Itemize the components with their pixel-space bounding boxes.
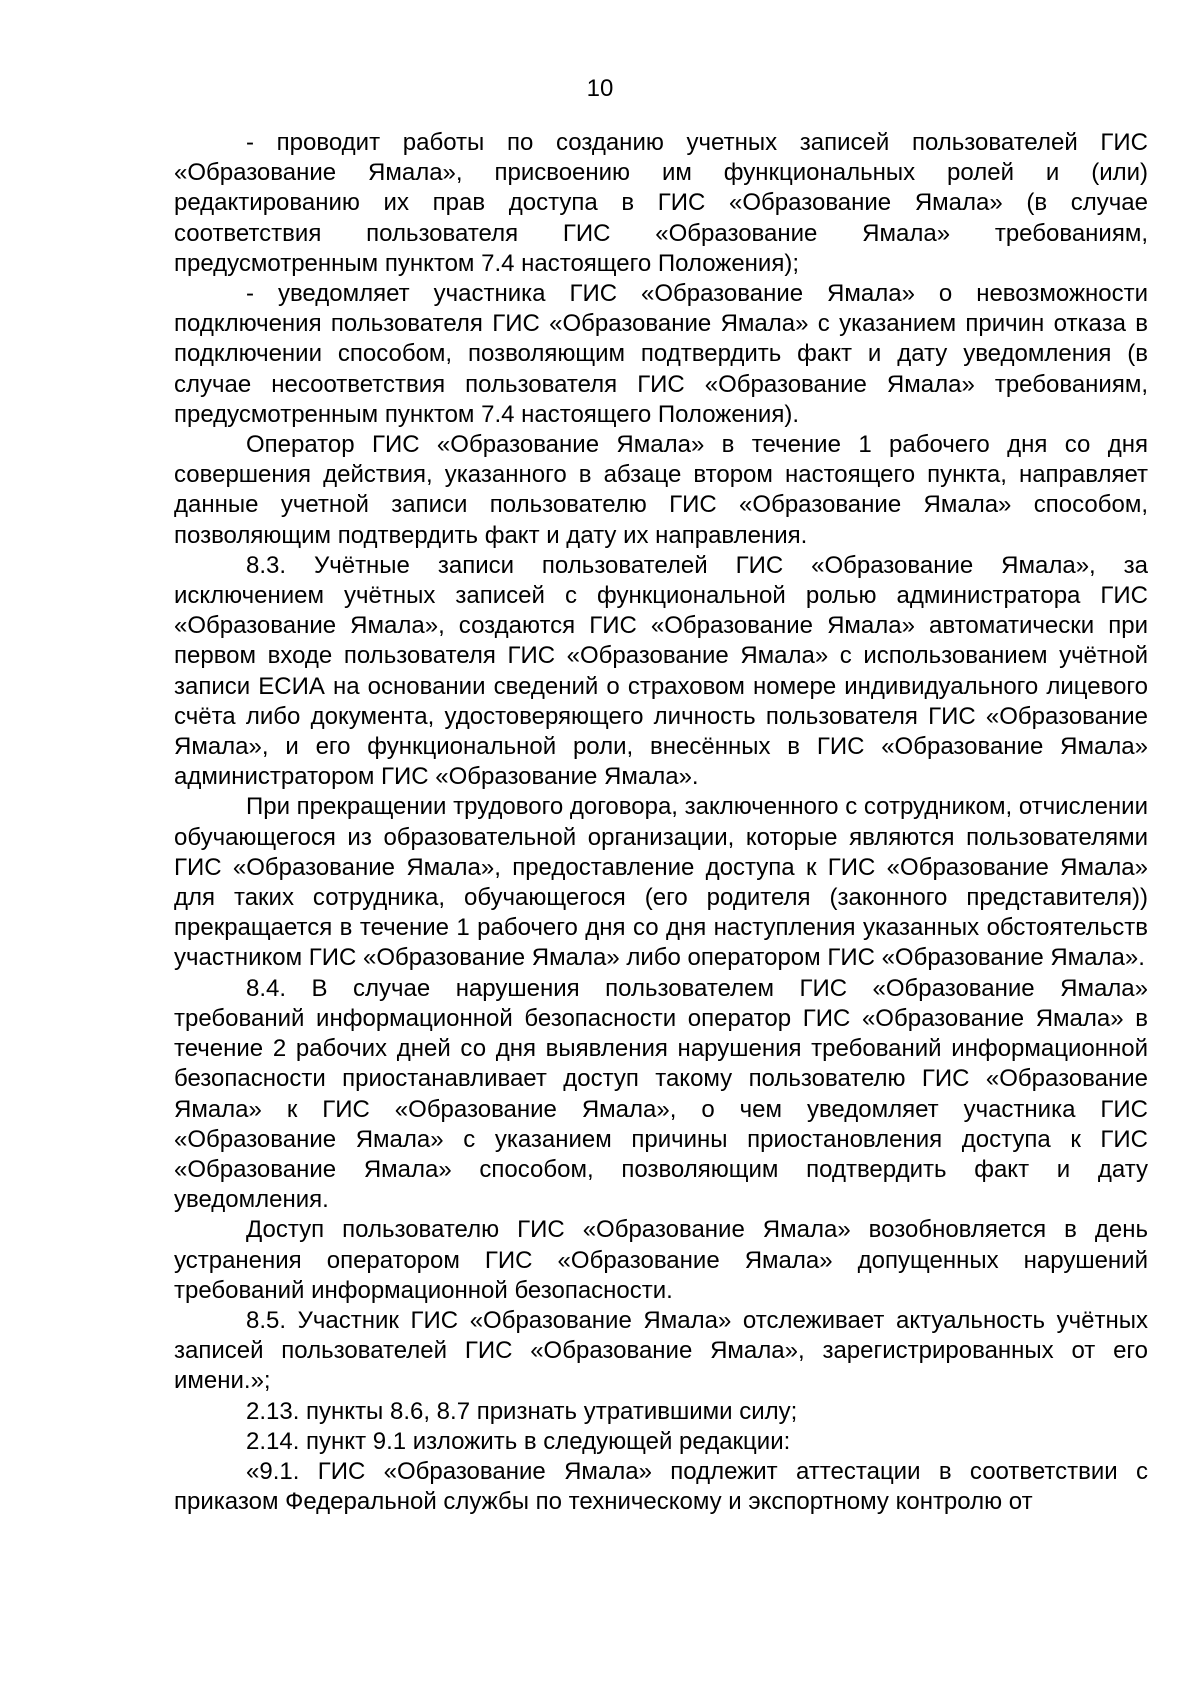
paragraph: 2.13. пункты 8.6, 8.7 признать утратившими силу; <box>246 1397 798 1425</box>
paragraph: Доступ пользователю ГИС «Образование Ямала» возобновляется в день устранения оператором ГИС «Образование Ямала» допущенных нарушений требований информационной безопасности. <box>174 1216 1148 1304</box>
paragraph: Оператор ГИС «Образование Ямала» в течение 1 рабочего дня со дня совершения действия, указанного в абзаце втором настоящего пункта, направляет данные учетной записи пользователю ГИС «Образование Ямала» способом, позволяющим подтвердить факт и дату их направления. <box>174 431 1148 549</box>
paragraph: «9.1. ГИС «Образование Ямала» подлежит аттестации в соответствии с приказом Федеральной службы по техническому и экспортному контролю от <box>174 1457 1148 1516</box>
paragraph: 8.3. Учётные записи пользователей ГИС «Образование Ямала», за исключением учётных записей с функциональной ролью администратора ГИС «Образование Ямала», создаются ГИС «Образование Ямала» автоматически при первом входе пользователя ГИС «Образование Ямала» с использованием учётной записи ЕСИА на основании сведений о страховом номере индивидуального лицевого счёта либо документа, удостоверяющего личность пользователя ГИС «Образование Ямала», и его функциональной роли, внесённых в ГИС «Образование Ямала» администратором ГИС «Образование Ямала». <box>174 551 1148 791</box>
paragraph: 8.5. Участник ГИС «Образование Ямала» отслеживает актуальность учётных записей пользователей ГИС «Образование Ямала», зарегистрированных от его имени.»; <box>174 1306 1148 1395</box>
paragraph: 8.4. В случае нарушения пользователем ГИС «Образование Ямала» требований информационной безопасности оператор ГИС «Образование Ямала» в течение 2 рабочих дней со дня выявления нарушения требований информационной безопасности приостанавливает доступ такому пользователю ГИС «Образование Ямала» к ГИС «Образование Ямала», о чем уведомляет участника ГИС «Образование Ямала» с указанием причины приостановления доступа к ГИС «Образование Ямала» способом, позволяющим подтвердить факт и дату уведомления. <box>174 974 1148 1214</box>
paragraph: - уведомляет участника ГИС «Образование Ямала» о невозможности подключения пользователя ГИС «Образование Ямала» с указанием причин отказа в подключении способом, позволяющим подтвердить факт и дату уведомления (в случае несоответствия пользователя ГИС «Образование Ямала» требованиям, предусмотренным пунктом 7.4 настоящего Положения). <box>174 280 1148 428</box>
page-number: 10 <box>586 75 614 102</box>
paragraph: 2.14. пункт 9.1 изложить в следующей редакции: <box>246 1427 791 1455</box>
document-body <box>174 128 1148 1517</box>
paragraph: - проводит работы по созданию учетных записей пользователей ГИС «Образование Ямала», присвоению им функциональных ролей и (или) редактированию их прав доступа в ГИС «Образование Ямала» (в случае соответствия пользователя ГИС «Образование Ямала» требованиям, предусмотренным пунктом 7.4 настоящего Положения); <box>174 129 1148 277</box>
paragraph: При прекращении трудового договора, заключенного с сотрудником, отчислении обучающегося из образовательной организации, которые являются пользователями ГИС «Образование Ямала», предоставление доступа к ГИС «Образование Ямала» для таких сотрудника, обучающегося (его родителя (законного представителя)) прекращается в течение 1 рабочего дня со дня наступления указанных обстоятельств участником ГИС «Образование Ямала» либо оператором ГИС «Образование Ямала». <box>174 793 1148 972</box>
